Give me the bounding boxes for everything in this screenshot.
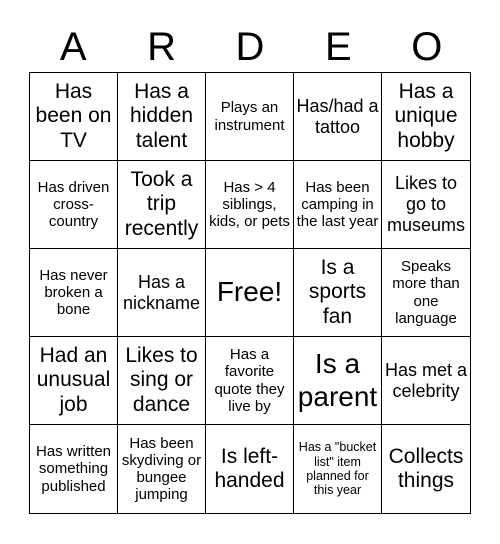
bingo-cell[interactable]: Has met a celebrity: [382, 337, 470, 425]
bingo-cell[interactable]: Has a favorite quote they live by: [206, 337, 294, 425]
bingo-cell[interactable]: Took a trip recently: [118, 161, 206, 249]
free-space-cell[interactable]: Free!: [206, 249, 294, 337]
bingo-cell[interactable]: Likes to go to museums: [382, 161, 470, 249]
bingo-cell[interactable]: Likes to sing or dance: [118, 337, 206, 425]
bingo-cell[interactable]: Has/had a tattoo: [294, 73, 382, 161]
bingo-cell[interactable]: Speaks more than one language: [382, 249, 470, 337]
bingo-cell[interactable]: Has a hidden talent: [118, 73, 206, 161]
bingo-cell[interactable]: Has never broken a bone: [30, 249, 118, 337]
bingo-cell[interactable]: Had an unusual job: [30, 337, 118, 425]
header-letter-e: E: [325, 25, 352, 69]
bingo-cell[interactable]: Has a nickname: [118, 249, 206, 337]
bingo-cell[interactable]: Plays an instrument: [206, 73, 294, 161]
bingo-cell[interactable]: Has a unique hobby: [382, 73, 470, 161]
bingo-cell[interactable]: Is a sports fan: [294, 249, 382, 337]
header-letter-a: A: [59, 25, 87, 69]
bingo-cell[interactable]: Collects things: [388, 444, 464, 492]
bingo-board: [29, 72, 471, 514]
bingo-cell[interactable]: Has been skydiving or bungee jumping: [118, 425, 206, 513]
bingo-cell[interactable]: Is a parent: [294, 337, 382, 425]
bingo-cell[interactable]: Has been camping in the last year: [294, 161, 382, 249]
bingo-cell[interactable]: Has written something published: [30, 425, 118, 513]
header-letter-r: R: [147, 25, 177, 69]
bingo-cell[interactable]: Has > 4 siblings, kids, or pets: [206, 161, 294, 249]
bingo-cell[interactable]: Is left-handed: [206, 425, 294, 513]
bingo-header: [29, 22, 471, 72]
header-letter-o: O: [411, 25, 443, 69]
bingo-cell[interactable]: Has been on TV: [30, 73, 118, 161]
header-letter-d: D: [235, 25, 265, 69]
bingo-cell[interactable]: Has a "bucket list" item planned for this year: [294, 425, 382, 513]
bingo-cell[interactable]: Has driven cross-country: [30, 161, 118, 249]
